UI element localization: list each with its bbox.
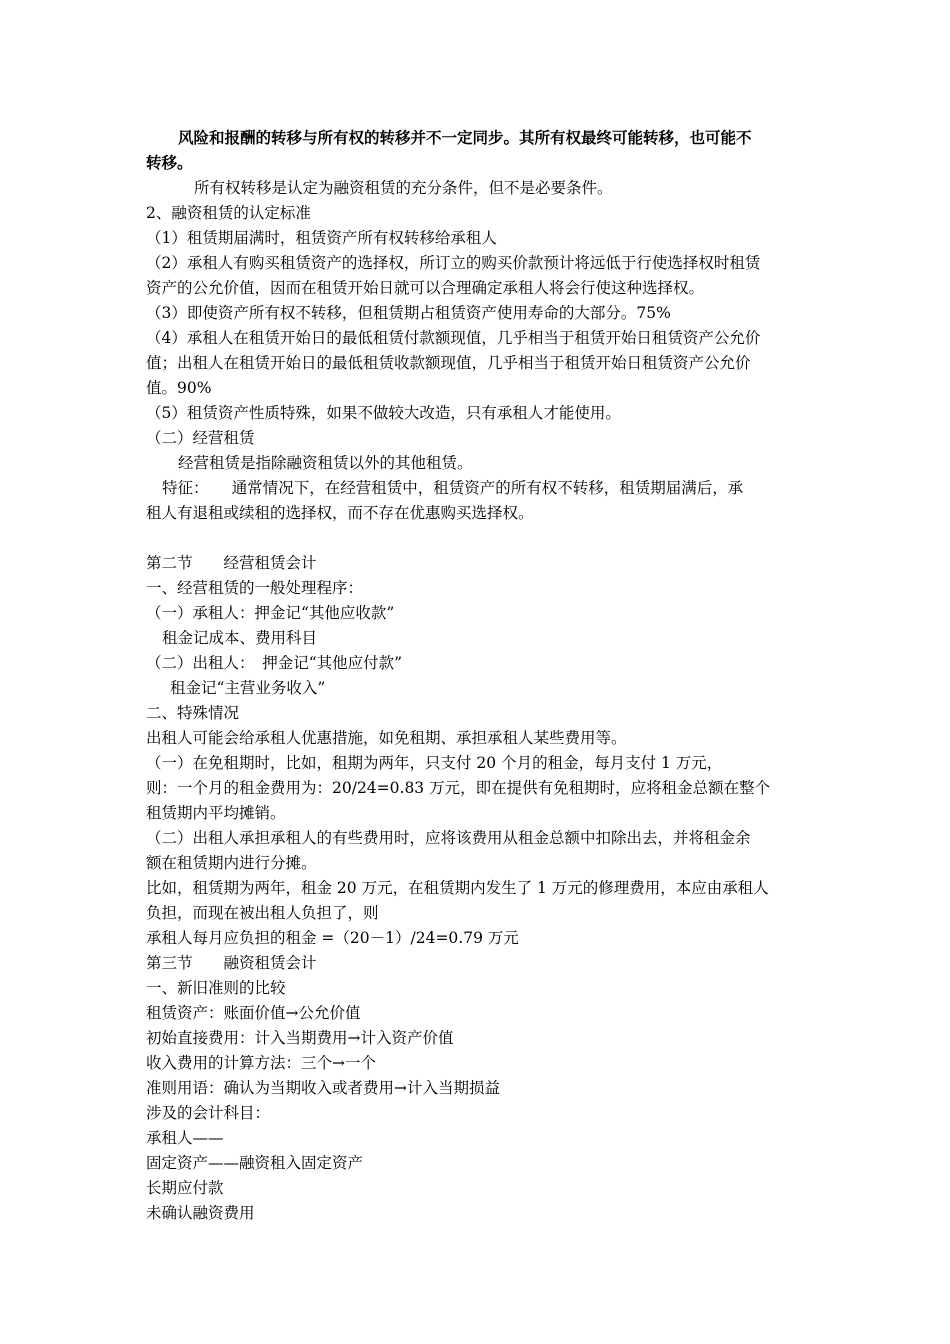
chapter-heading: 第三节 融资租赁会计 xyxy=(146,954,317,972)
list-item: 值。90% xyxy=(146,379,212,397)
paragraph-line: 负担，而现在被出租人负担了，则 xyxy=(146,904,379,922)
formula-line: 承租人每月应负担的租金 =（20－1）/24=0.79 万元 xyxy=(146,929,519,947)
list-item: （3）即使资产所有权不转移，但租赁期占租赁资产使用寿命的大部分。75% xyxy=(146,304,671,322)
paragraph-line: 租赁资产：账面价值→公允价值 xyxy=(146,1004,361,1022)
section-heading: 一、经营租赁的一般处理程序： xyxy=(146,579,364,597)
paragraph-line: 租赁期内平均摊销。 xyxy=(146,804,286,822)
list-item: （二）出租人： 押金记“其他应付款” xyxy=(146,654,403,672)
paragraph-line: 转移。 xyxy=(146,153,193,172)
paragraph-line: 租人有退租或续租的选择权，而不存在优惠购买选择权。 xyxy=(146,504,534,522)
paragraph-line: 未确认融资费用 xyxy=(146,1204,255,1222)
section-heading: 一、新旧准则的比较 xyxy=(146,979,286,997)
paragraph-line: 固定资产——融资租入固定资产 xyxy=(146,1154,364,1172)
list-item: 资产的公允价值，因而在租赁开始日就可以合理确定承租人将会行使这种选择权。 xyxy=(146,279,705,297)
list-item: 值；出租人在租赁开始日的最低租赁收款额现值，几乎相当于租赁开始日租赁资产公允价 xyxy=(146,354,751,372)
list-item: （1）租赁期届满时，租赁资产所有权转移给承租人 xyxy=(146,229,497,247)
paragraph-line: 则：一个月的租金费用为：20/24=0.83 万元，即在提供有免租期时，应将租金总额在整个 xyxy=(146,779,771,797)
list-item: （二）出租人承担承租人的有些费用时，应将该费用从租金总额中扣除出去，并将租金余 xyxy=(146,829,751,847)
paragraph-line: 出租人可能会给承租人优惠措施，如免租期、承担承租人某些费用等。 xyxy=(146,729,627,747)
paragraph-line: 经营租赁是指除融资租赁以外的其他租赁。 xyxy=(178,454,473,472)
paragraph-line: 租金记“主营业务收入” xyxy=(170,679,326,697)
paragraph-line: 初始直接费用：计入当期费用→计入资产价值 xyxy=(146,1029,454,1047)
list-item: （5）租赁资产性质特殊，如果不做较大改造，只有承租人才能使用。 xyxy=(146,404,621,422)
paragraph-line: 比如，租赁期为两年，租金 20 万元，在租赁期内发生了 1 万元的修理费用，本应由承租人 xyxy=(146,879,769,897)
paragraph-line: 所有权转移是认定为融资租赁的充分条件，但不是必要条件。 xyxy=(194,179,613,197)
list-item: （一）承租人：押金记“其他应收款” xyxy=(146,604,395,622)
paragraph-line: 长期应付款 xyxy=(146,1179,224,1197)
list-item: （4）承租人在租赁开始日的最低租赁付款额现值，几乎相当于租赁开始日租赁资产公允价 xyxy=(146,329,761,347)
paragraph-line: 涉及的会计科目： xyxy=(146,1104,271,1122)
paragraph-line: 特征： 通常情况下，在经营租赁中，租赁资产的所有权不转移，租赁期届满后，承 xyxy=(162,479,744,497)
list-item: （一）在免租期时，比如，租期为两年，只支付 20 个月的租金，每月支付 1 万元， xyxy=(146,754,723,772)
paragraph-line: 额在租赁期内进行分摊。 xyxy=(146,854,317,872)
paragraph-line: 租金记成本、费用科目 xyxy=(162,629,318,647)
paragraph-line: 收入费用的计算方法：三个→一个 xyxy=(146,1054,376,1072)
list-item: （2）承租人有购买租赁资产的选择权，所订立的购买价款预计将远低于行使选择权时租赁 xyxy=(146,254,761,272)
chapter-heading: 第二节 经营租赁会计 xyxy=(146,554,317,572)
section-heading: 二、特殊情况 xyxy=(146,704,240,722)
paragraph-line: 准则用语：确认为当期收入或者费用→计入当期损益 xyxy=(146,1079,500,1097)
paragraph-line: 风险和报酬的转移与所有权的转移并不一定同步。其所有权最终可能转移，也可能不 xyxy=(178,128,752,147)
paragraph-line: 承租人—— xyxy=(146,1129,224,1147)
section-heading: （二）经营租赁 xyxy=(146,429,255,447)
section-heading: 2、融资租赁的认定标准 xyxy=(146,204,311,222)
